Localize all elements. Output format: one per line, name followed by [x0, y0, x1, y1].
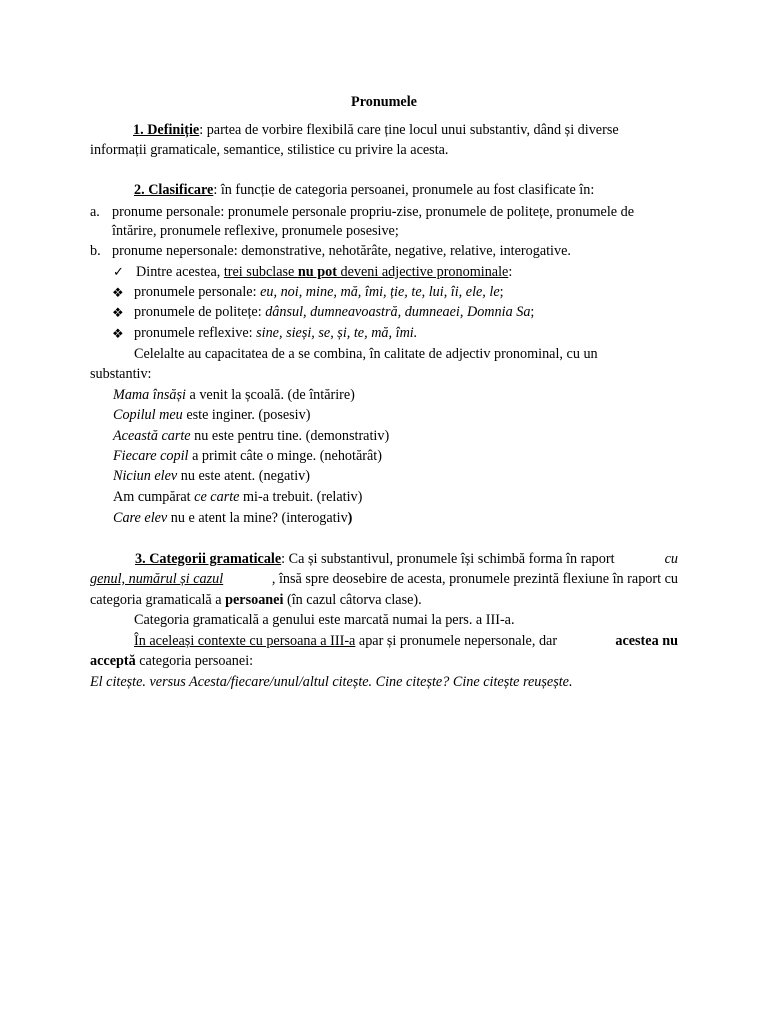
s3-paragraph-3-line-2 — [90, 653, 253, 670]
list-marker-a: a. — [90, 204, 100, 220]
s3-text-1: : Ca și substantivul, pronumele își schimbă forma în raport — [281, 551, 615, 567]
s1-line-1 — [90, 122, 678, 139]
checkmark-icon: ✓ — [113, 264, 124, 279]
d1-items: eu, noi, mine, mă, îmi, ție, te, lui, îi, ele, le — [260, 284, 500, 300]
check-pre: Dintre acestea, — [136, 264, 224, 280]
s2-heading — [134, 182, 594, 199]
example-rest: a primit câte o minge. (nehotărât) — [188, 448, 382, 464]
example-phrase: Această carte — [113, 428, 191, 444]
check-post: : — [508, 264, 513, 280]
s3-text-3-post: (în cazul câtorva clase). — [283, 592, 422, 608]
example-line — [113, 387, 355, 404]
d1-label: pronumele personale: — [134, 284, 261, 300]
s3-underlined: În aceleași contexte cu persoana a III-a — [134, 633, 356, 649]
s1-text-1: : partea de vorbire flexibilă care ține locul unui substantiv, dând și diverse — [199, 122, 619, 138]
example-phrase: ce carte — [194, 489, 240, 505]
example-rest: este inginer. (posesiv) — [182, 407, 311, 423]
check-underlined-2: deveni adjective pronominale — [336, 264, 509, 280]
d2-label: pronumele de politețe: — [134, 304, 266, 320]
example-pre: Am cumpărat — [113, 489, 195, 505]
s3-bold-1: acestea nu — [615, 633, 678, 649]
list-item-b-text: pronume nepersonale: demonstrative, nehotărâte, negative, relative, interogative. — [112, 243, 571, 259]
example-line — [113, 489, 362, 506]
d3-items: sine, sieși, se, și, te, mă, îmi. — [256, 325, 418, 341]
d2-end: ; — [530, 304, 535, 320]
check-line — [136, 264, 512, 281]
s2-number: 2. Clasificare — [134, 182, 214, 198]
celelalte-text-1: Celelalte au capacitatea de a se combina, în calitate de adjectiv pronominal, cu un — [134, 346, 598, 362]
celelalte-line-1 — [134, 346, 678, 363]
example-phrase: Fiecare copil — [113, 448, 189, 464]
check-bold-underlined: nu pot — [297, 264, 337, 280]
diamond-bullet-icon: ❖ — [112, 305, 124, 320]
s1-heading — [90, 122, 619, 139]
s3-heading — [90, 551, 615, 568]
s3-bold-2: acceptă — [90, 653, 136, 669]
example-phrase: Niciun elev — [113, 468, 178, 484]
example-rest: nu este atent. (negativ) — [177, 468, 310, 484]
s3-bold-persoanei: persoanei — [225, 592, 284, 608]
list-marker-b: b. — [90, 243, 101, 259]
example-phrase: Care elev — [113, 510, 168, 526]
s3-italic-1: cu — [664, 551, 678, 567]
diamond-line-3 — [134, 325, 417, 342]
s3-example-sentence: El citește. versus Acesta/fiecare/unul/altul citește. Cine citește? Cine citește reușește. — [90, 674, 573, 690]
example-rest: nu e atent la mine? (interogativ — [167, 510, 348, 526]
s3-italic-2: genul, numărul și cazul — [90, 571, 224, 587]
s3-line-1 — [90, 551, 678, 568]
s1-text-2: informații gramaticale, semantice, stilistice cu privire la acesta. — [90, 142, 449, 158]
page-title: Pronumele — [351, 94, 417, 110]
d3-label: pronumele reflexive: — [134, 325, 257, 341]
diamond-bullet-icon: ❖ — [112, 285, 124, 300]
s3-paragraph-2: Categoria gramaticală a genului este marcată numai la pers. a III-a. — [134, 612, 515, 628]
list-item-a-line-1 — [112, 204, 678, 221]
celelalte-text-2: substantiv: — [90, 366, 152, 382]
example-line — [113, 407, 310, 424]
s3-text-3-pre: categoria gramaticală a — [90, 592, 226, 608]
d2-items: dânsul, dumneavoastră, dumneaei, Domnia Sa — [265, 304, 531, 320]
s2-intro: : în funcție de categoria persoanei, pronumele au fost clasificate în: — [213, 182, 595, 198]
example-line — [113, 428, 389, 445]
s3-line-3 — [90, 592, 422, 609]
example-line — [113, 510, 352, 527]
s3-line-2 — [90, 571, 678, 588]
s3-paragraph-3-line-1 — [134, 633, 678, 650]
s3-number: 3. Categorii gramaticale — [135, 551, 282, 567]
example-line — [113, 468, 310, 485]
s3-p3-end: categoria persoanei: — [135, 653, 254, 669]
s3-p3-mid: apar și pronumele nepersonale, dar — [355, 633, 561, 649]
example-rest: mi-a trebuit. (relativ) — [239, 489, 363, 505]
list-item-a-text-1: pronume personale: pronumele personale propriu-zise, pronumele de politețe, pronumele de — [112, 204, 635, 220]
diamond-line-2 — [134, 304, 534, 321]
example-phrase: Mama însăși — [113, 387, 186, 403]
d1-end: ; — [499, 284, 504, 300]
diamond-line-1 — [134, 284, 504, 301]
list-item-a-text-2: întărire, pronumele reflexive, pronumele posesive; — [112, 223, 399, 239]
example-rest: a venit la școală. (de întărire) — [185, 387, 355, 403]
s1-number: 1. Definiție — [133, 122, 200, 138]
diamond-bullet-icon: ❖ — [112, 326, 124, 341]
check-underlined-1: trei subclase — [223, 264, 298, 280]
s3-text-2: , însă spre deosebire de acesta, pronumele prezintă flexiune în raport cu — [271, 571, 678, 587]
example-phrase: Copilul meu — [113, 407, 183, 423]
example-close: ) — [347, 510, 353, 526]
example-rest: nu este pentru tine. (demonstrativ) — [190, 428, 390, 444]
example-line — [113, 448, 382, 465]
